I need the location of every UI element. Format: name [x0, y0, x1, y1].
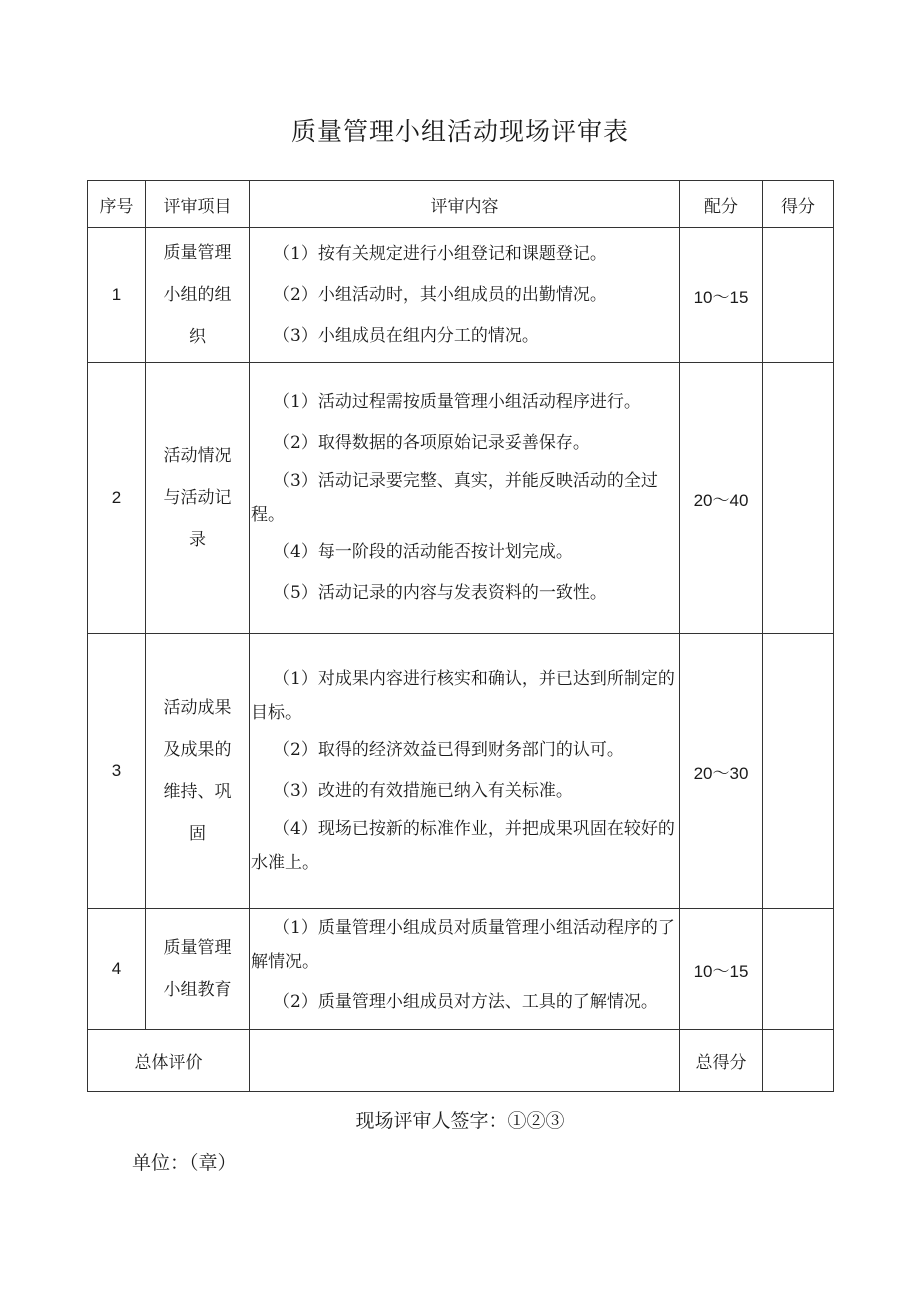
overall-field[interactable]	[250, 1030, 680, 1092]
row-content	[250, 228, 680, 363]
row-seq: 1	[88, 228, 146, 363]
content-line: （3）活动记录要完整、真实，并能反映活动的全过程。	[251, 471, 658, 525]
content-line: （4）每一阶段的活动能否按计划完成。	[273, 542, 573, 562]
table-header-row	[88, 181, 834, 228]
row-content	[250, 909, 680, 1030]
content-line: （2）小组活动时，其小组成员的出勤情况。	[273, 284, 607, 305]
table-row	[88, 909, 834, 1030]
content-line: （4）现场已按新的标准作业，并把成果巩固在较好的水准上。	[251, 819, 675, 873]
content-line: （2）取得数据的各项原始记录妥善保存。	[273, 433, 590, 453]
row-got-field[interactable]	[763, 634, 834, 909]
row-seq: 2	[88, 363, 146, 634]
row-item	[146, 363, 250, 634]
row-seq: 3	[88, 634, 146, 909]
row-got-field[interactable]	[763, 909, 834, 1030]
header-got: 得分	[763, 181, 834, 228]
row-content	[250, 363, 680, 634]
page-title: 质量管理小组活动现场评审表	[290, 117, 629, 146]
row-score: 20～40	[680, 363, 763, 634]
overall-label: 总体评价	[88, 1030, 250, 1092]
row-item	[146, 228, 250, 363]
row-got-field[interactable]	[763, 363, 834, 634]
row-score: 10～15	[680, 228, 763, 363]
row-item	[146, 909, 250, 1030]
row-score: 20～30	[680, 634, 763, 909]
content-line: （1）对成果内容进行核实和确认，并已达到所制定的目标。	[251, 669, 675, 723]
review-table	[87, 180, 834, 1092]
row-content	[250, 634, 680, 909]
unit-line: 单位：（章）	[132, 1152, 237, 1174]
content-line: （1）质量管理小组成员对质量管理小组活动程序的了解情况。	[251, 918, 675, 972]
table-row	[88, 228, 834, 363]
row-score: 10～15	[680, 909, 763, 1030]
row-item-text: 活动成果及成果的维持、巩固	[163, 698, 232, 844]
content-line: （5）活动记录的内容与发表资料的一致性。	[273, 583, 607, 603]
row-item-text: 活动情况与活动记录	[163, 446, 232, 550]
content-line: （3）改进的有效措施已纳入有关标准。	[273, 781, 573, 801]
content-line: （2）取得的经济效益已得到财务部门的认可。	[273, 740, 624, 760]
header-seq: 序号	[88, 181, 146, 228]
table-footer-row	[88, 1030, 834, 1092]
content-line: （1）按有关规定进行小组登记和课题登记。	[273, 243, 607, 264]
row-item-text: 质量管理小组教育	[163, 938, 232, 1000]
header-item: 评审项目	[146, 181, 250, 228]
total-field[interactable]	[763, 1030, 834, 1092]
total-label: 总得分	[680, 1030, 763, 1092]
row-item	[146, 634, 250, 909]
content-line: （1）活动过程需按质量管理小组活动程序进行。	[273, 392, 641, 412]
header-score: 配分	[680, 181, 763, 228]
content-line: （3）小组成员在组内分工的情况。	[273, 325, 539, 346]
header-content: 评审内容	[250, 181, 680, 228]
row-got-field[interactable]	[763, 228, 834, 363]
row-content-clipped	[251, 909, 678, 1029]
table-row	[88, 634, 834, 909]
table-row	[88, 363, 834, 634]
content-line: （2）质量管理小组成员对方法、工具的了解情况。	[273, 992, 658, 1012]
signature-line: 现场评审人签字：①②③	[355, 1110, 565, 1132]
row-item-text: 质量管理小组的组织	[163, 243, 232, 347]
row-seq: 4	[88, 909, 146, 1030]
